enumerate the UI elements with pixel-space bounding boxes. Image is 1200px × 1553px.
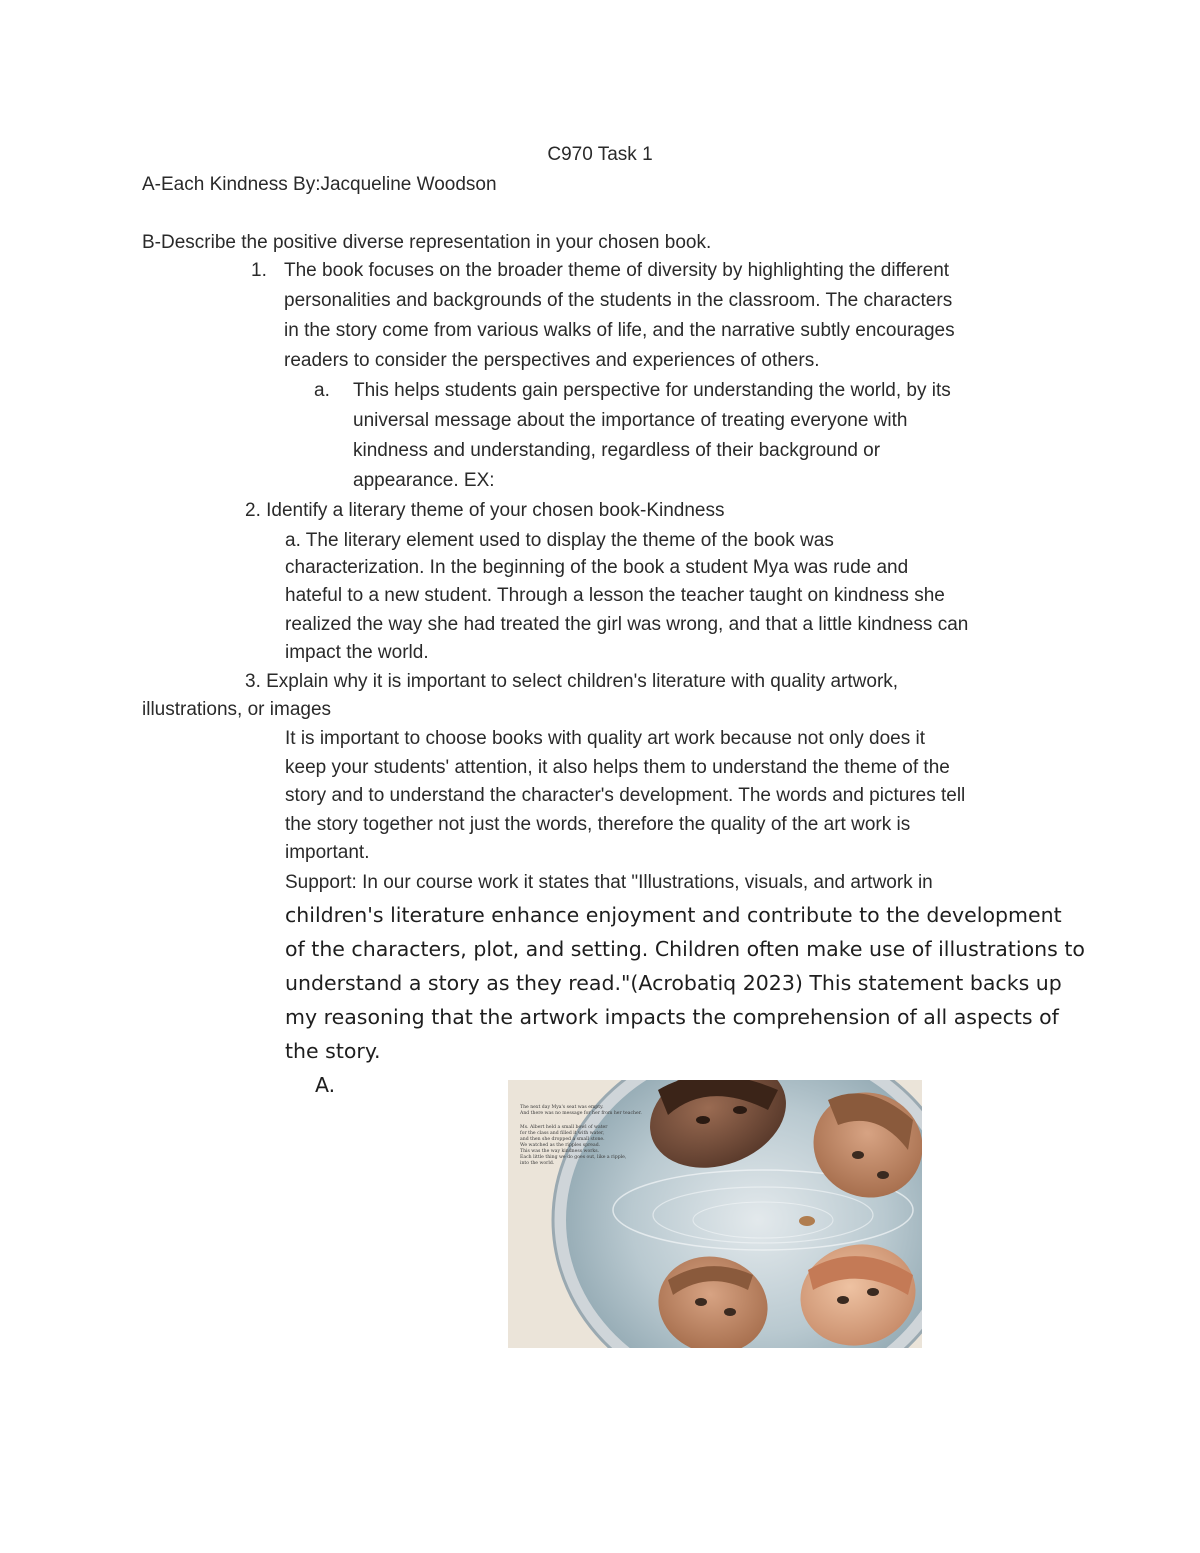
list-marker-1a: a. — [314, 380, 330, 401]
support-line: Support: In our course work it states that "Illustrations, visuals, and artwork in — [285, 872, 933, 893]
item3-line: keep your students' attention, it also helps them to understand the theme of the — [285, 757, 950, 778]
support-quote-line: children's literature enhance enjoyment and contribute to the development — [285, 903, 1062, 927]
section-b-heading: B-Describe the positive diverse representation in your chosen book. — [142, 232, 712, 253]
figure-marker: A. — [315, 1073, 336, 1097]
section-a-heading: A-Each Kindness By:Jacqueline Woodson — [142, 174, 497, 195]
caption-line: and then she dropped a small stone. — [520, 1137, 605, 1142]
support-quote-line: my reasoning that the artwork impacts the comprehension of all aspects of — [285, 1005, 1059, 1029]
caption-line: We watched as the ripples spread. — [520, 1143, 601, 1148]
item2-heading: 2. Identify a literary theme of your chosen book-Kindness — [245, 500, 725, 521]
item1-line: in the story come from various walks of life, and the narrative subtly encourages — [284, 320, 955, 341]
item3-heading-continued: illustrations, or images — [142, 699, 332, 720]
item3-heading: 3. Explain why it is important to select children's literature with quality artwork, — [245, 671, 899, 692]
item3-line: important. — [285, 842, 370, 863]
item2-line: realized the way she had treated the girl was wrong, and that a little kindness can — [285, 614, 969, 635]
item1a-line: kindness and understanding, regardless of their background or — [353, 440, 881, 461]
item2-line: characterization. In the beginning of the book a student Mya was rude and — [285, 557, 909, 578]
document-title: C970 Task 1 — [547, 144, 653, 165]
item2-line: hateful to a new student. Through a lesson the teacher taught on kindness she — [285, 585, 945, 606]
item2-line: impact the world. — [285, 642, 429, 663]
item1-line: readers to consider the perspectives and experiences of others. — [284, 350, 820, 371]
support-quote-line: of the characters, plot, and setting. Children often make use of illustrations to — [285, 937, 1085, 961]
item1a-line: appearance. EX: — [353, 470, 495, 491]
caption-line: Each little thing we do goes out, like a ripple, — [520, 1155, 627, 1160]
item3-line: the story together not just the words, therefore the quality of the art work is — [285, 814, 911, 835]
item1-line: The book focuses on the broader theme of diversity by highlighting the different — [284, 260, 950, 281]
item1-line: personalities and backgrounds of the students in the classroom. The characters — [284, 290, 953, 311]
support-quote-line: understand a story as they read."(Acrobatiq 2023) This statement backs up — [285, 971, 1062, 995]
book-illustration-image — [508, 1080, 922, 1348]
item2-line: a. The literary element used to display the theme of the book was — [285, 530, 834, 551]
caption-line: And there was no message for her from her teacher. — [520, 1111, 642, 1116]
illustration-svg — [508, 1080, 922, 1348]
item1a-line: universal message about the importance of treating everyone with — [353, 410, 908, 431]
support-quote-line: the story. — [285, 1039, 381, 1063]
item3-line: story and to understand the character's development. The words and pictures tell — [285, 785, 966, 806]
caption-line: This was the way kindness works. — [520, 1149, 600, 1154]
caption-line: into the world. — [520, 1161, 555, 1166]
caption-line: Ms. Albert held a small bowl of water — [520, 1125, 608, 1130]
caption-line: for the class and filled it with water, — [520, 1131, 605, 1136]
item3-line: It is important to choose books with quality art work because not only does it — [285, 728, 925, 749]
list-marker-1: 1. — [251, 260, 267, 281]
item1a-line: This helps students gain perspective for understanding the world, by its — [353, 380, 951, 401]
caption-line: The next day Mya's seat was empty. — [520, 1105, 604, 1110]
